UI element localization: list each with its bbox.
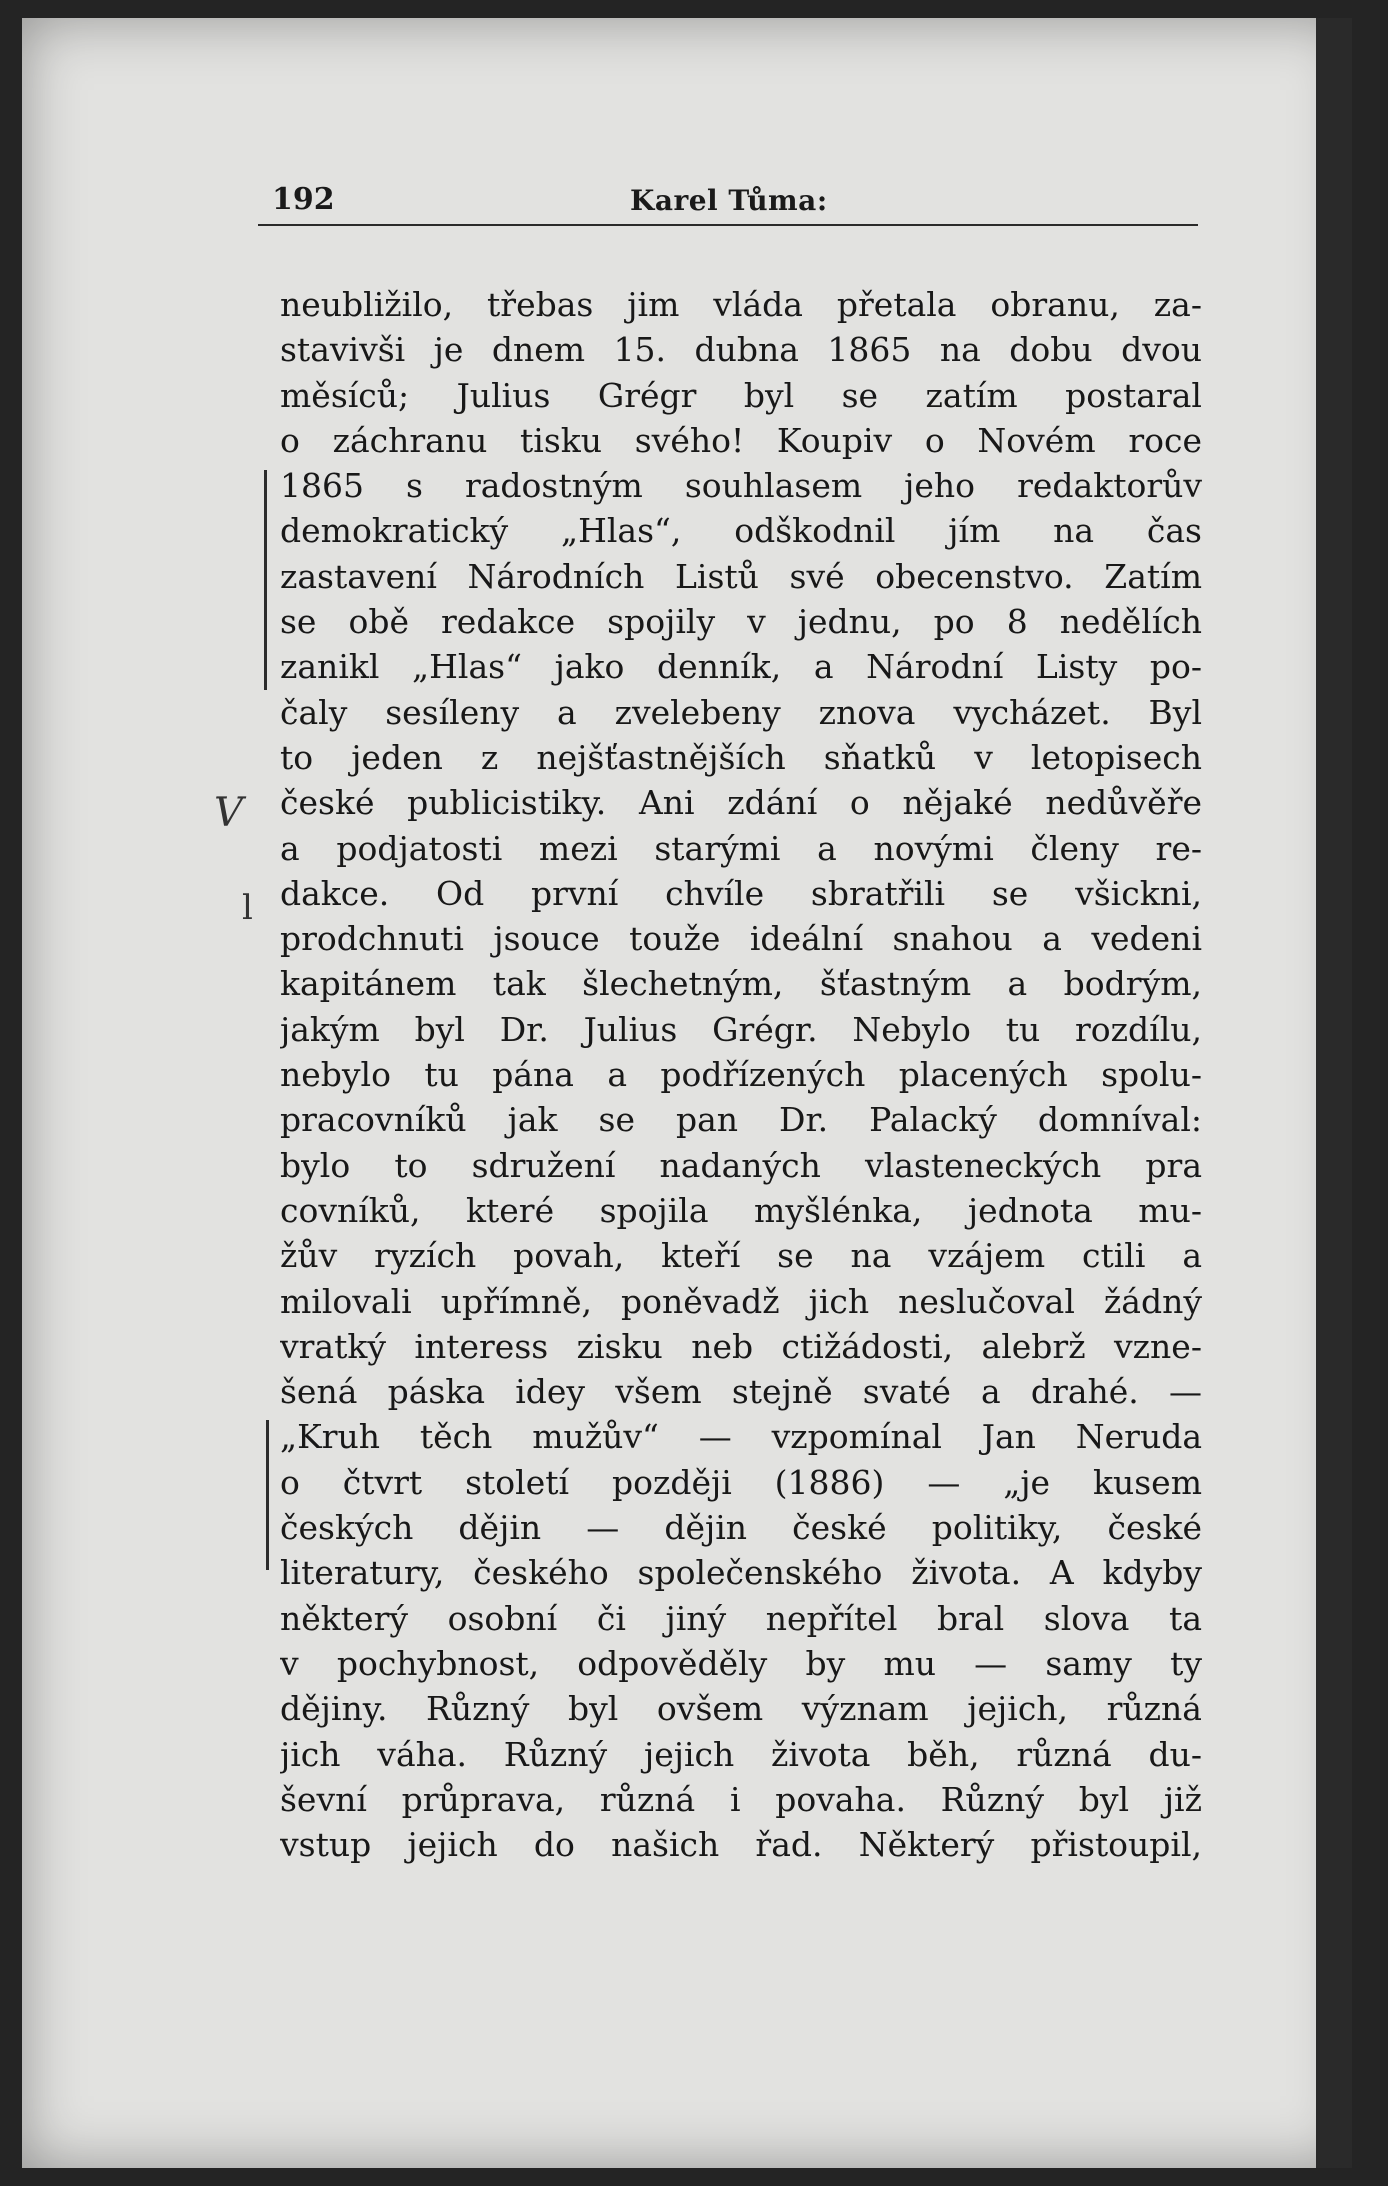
text-line: v pochybnost, odpověděly by mu — samy ty: [280, 1643, 1202, 1683]
margin-bracket-upper: [264, 470, 267, 690]
text-line: ševní průprava, různá i povaha. Různý byl již: [280, 1779, 1202, 1819]
text-line: šená páska idey všem stejně svaté a drahé. —: [280, 1372, 1202, 1412]
text-line: neubližilo, třebas jim vláda přetala obranu, za-: [280, 285, 1202, 324]
text-line: české publicistiky. Ani zdání o nějaké nedůvěře: [280, 783, 1202, 823]
text-line: žův ryzích povah, kteří se na vzájem ctili a: [280, 1236, 1202, 1276]
text-line: jich váha. Různý jejich života běh, různá du-: [280, 1734, 1202, 1774]
text-line: kapitánem tak šlechetným, šťastným a bodrým,: [280, 964, 1202, 1004]
text-line: literatury, českého společenského života. A kdyby: [280, 1553, 1202, 1593]
text-line: covníků, které spojila myšlénka, jednota mu-: [280, 1190, 1202, 1230]
text-line: bylo to sdružení nadaných vlasteneckých pra: [280, 1145, 1202, 1185]
page-number: 192: [272, 182, 335, 217]
margin-mark-l: l: [242, 888, 253, 928]
text-line: 1865 s radostným souhlasem jeho redaktorův: [280, 466, 1202, 506]
text-line: milovali upřímně, poněvadž jich neslučoval žádný: [280, 1281, 1202, 1321]
text-line: „Kruh těch mužův“ — vzpomínal Jan Neruda: [280, 1417, 1202, 1457]
text-line: dakce. Od první chvíle sbratřili se všickni,: [280, 873, 1202, 913]
text-line: některý osobní či jiný nepřítel bral slova ta: [280, 1598, 1202, 1638]
text-line: demokratický „Hlas“, odškodnil jím na čas: [280, 511, 1202, 551]
page-header: [258, 178, 1198, 226]
body-text: [280, 282, 1202, 1867]
text-line: pracovníků jak se pan Dr. Palacký domníval:: [280, 1100, 1202, 1140]
text-line: měsíců; Julius Grégr byl se zatím postaral: [280, 375, 1202, 415]
text-line: to jeden z nejšťastnějších sňatků v letopisech: [280, 737, 1202, 777]
text-line: o čtvrt století později (1886) — „je kusem: [280, 1462, 1202, 1502]
text-line: českých dějin — dějin české politiky, české: [280, 1508, 1202, 1548]
text-line: prodchnuti jsouce touže ideální snahou a vedeni: [280, 919, 1202, 959]
text-line: jakým byl Dr. Julius Grégr. Nebylo tu rozdílu,: [280, 1009, 1202, 1049]
margin-bracket-lower: [266, 1420, 269, 1570]
margin-mark-v: V: [214, 790, 243, 836]
running-head: Karel Tůma:: [630, 184, 828, 217]
text-line: stavivši je dnem 15. dubna 1865 na dobu dvou: [280, 330, 1202, 370]
text-line: se obě redakce spojily v jednu, po 8 nedělích: [280, 602, 1202, 642]
text-line: a podjatosti mezi starými a novými členy re-: [280, 828, 1202, 868]
text-line: dějiny. Různý byl ovšem význam jejich, různá: [280, 1689, 1202, 1729]
text-line: vstup jejich do našich řad. Některý přistoupil,: [280, 1825, 1202, 1865]
text-line: vratký interess zisku neb ctižádosti, alebrž vzne-: [280, 1326, 1202, 1366]
page-spine-shadow: [1316, 18, 1352, 2168]
text-line: čaly sesíleny a zvelebeny znova vycházet. Byl: [280, 692, 1202, 732]
text-line: o záchranu tisku svého! Koupiv o Novém roce: [280, 420, 1202, 460]
text-line: zanikl „Hlas“ jako denník, a Národní Listy po-: [280, 647, 1202, 687]
text-line: nebylo tu pána a podřízených placených spolu-: [280, 1055, 1202, 1095]
text-line: zastavení Národních Listů své obecenstvo. Zatím: [280, 556, 1202, 596]
